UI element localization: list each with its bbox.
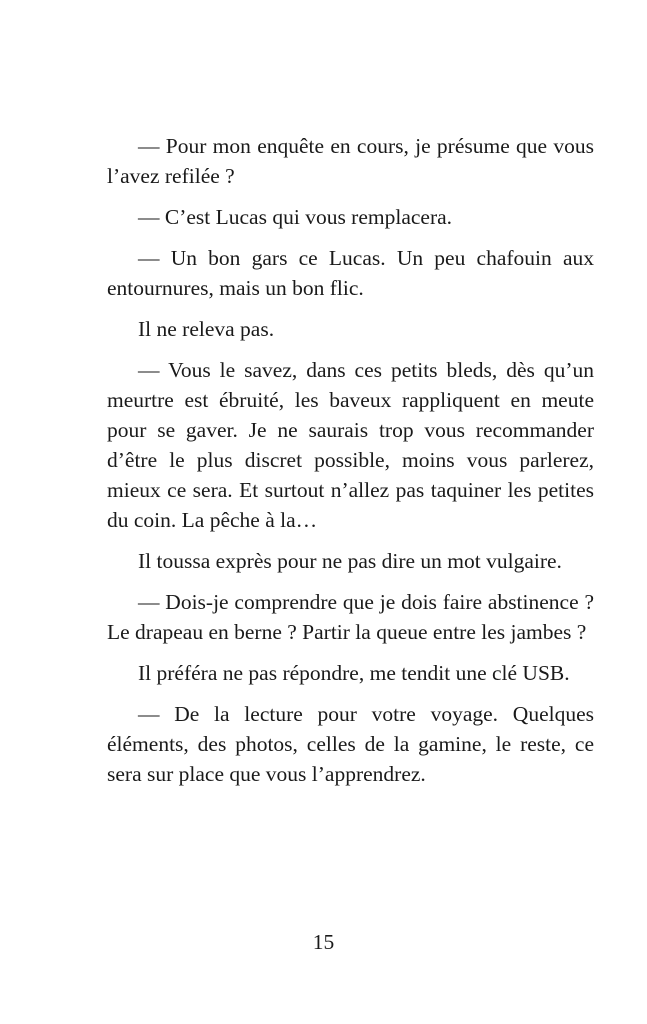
paragraph: — De la lecture pour votre voyage. Quelques éléments, des photos, celles de la gamine, le reste, ce sera sur place que vous l’apprendrez. xyxy=(107,702,594,786)
paragraph: — Pour mon enquête en cours, je présume que vous l’avez refilée ? xyxy=(107,134,594,188)
paragraph: — C’est Lucas qui vous remplacera. xyxy=(138,205,453,229)
page-body xyxy=(107,131,594,800)
paragraph: Il toussa exprès pour ne pas dire un mot vulgaire. xyxy=(138,549,562,573)
paragraph: — Dois-je comprendre que je dois faire abstinence ? Le drapeau en berne ? Partir la queue entre les jambes ? xyxy=(107,590,594,644)
paragraph: Il préféra ne pas répondre, me tendit une clé USB. xyxy=(138,661,570,685)
paragraph: — Un bon gars ce Lucas. Un peu chafouin aux entournures, mais un bon flic. xyxy=(107,246,594,300)
paragraph: Il ne releva pas. xyxy=(138,317,275,341)
page-number: 15 xyxy=(312,930,335,954)
paragraph: — Vous le savez, dans ces petits bleds, dès qu’un meurtre est ébruité, les baveux rappliquent en meute pour se gaver. Je ne saurais trop vous recommander d’être le plus discret possible, moins vous parlerez, mieux ce sera. Et surtout n’allez pas taquiner les petites du coin. La pêche à la… xyxy=(107,358,594,532)
